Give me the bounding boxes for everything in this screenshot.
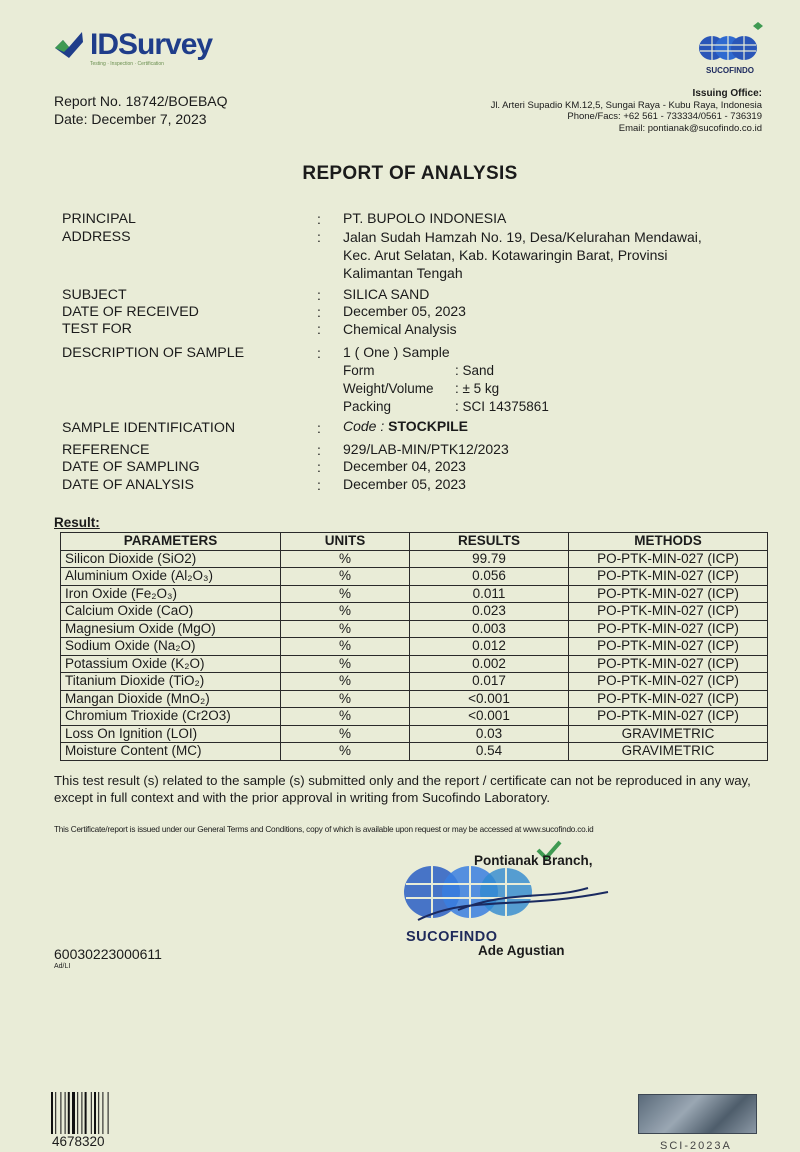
result-cell: <0.001 — [410, 708, 569, 726]
method-cell: GRAVIMETRIC — [569, 725, 768, 743]
colon: : — [317, 442, 321, 458]
parameter-cell: Potassium Oxide (K₂O) — [61, 655, 281, 673]
reference-label: REFERENCE — [62, 442, 150, 458]
checkmark-logo-icon — [52, 28, 86, 62]
report-header-left — [54, 92, 228, 128]
disclaimer-text: This test result (s) related to the sample (s) submitted only and the report / certificate can not be reproduced in any way, except in full context and with the prior approval in writing from Sucofindo Laboratory. — [54, 773, 751, 805]
security-hologram — [638, 1094, 757, 1134]
parameter-cell: Loss On Ignition (LOI) — [61, 725, 281, 743]
signer-name: Ade Agustian — [478, 943, 565, 958]
result-cell: 0.011 — [410, 585, 569, 603]
colon: : — [317, 420, 321, 436]
method-cell: PO-PTK-MIN-027 (ICP) — [569, 550, 768, 568]
table-row — [61, 690, 768, 708]
sample-identification-label: SAMPLE IDENTIFICATION — [62, 420, 236, 436]
code-value: STOCKPILE — [388, 418, 469, 434]
column-header: UNITS — [281, 533, 410, 551]
table-row — [61, 603, 768, 621]
weight-label: Weight/Volume — [343, 381, 434, 396]
principal-label: PRINCIPAL — [62, 211, 136, 227]
unit-cell: % — [281, 725, 410, 743]
reference-value: 929/LAB-MIN/PTK12/2023 — [343, 441, 509, 457]
colon: : — [317, 229, 321, 245]
report-date: Date: December 7, 2023 — [54, 111, 207, 127]
parameter-cell: Mangan Dioxide (MnO₂) — [61, 690, 281, 708]
sampling-label: DATE OF SAMPLING — [62, 459, 200, 475]
result-cell: 0.056 — [410, 568, 569, 586]
address-label: ADDRESS — [62, 229, 131, 245]
column-header: PARAMETERS — [61, 533, 281, 551]
packing-label: Packing — [343, 399, 392, 414]
packing-value: : SCI 14375861 — [455, 399, 549, 414]
table-header-row — [61, 533, 768, 551]
parameter-cell: Silicon Dioxide (SiO2) — [61, 550, 281, 568]
table-row — [61, 638, 768, 656]
address-line-3: Kalimantan Tengah — [343, 265, 463, 281]
globe-logo-icon — [694, 20, 766, 66]
method-cell: PO-PTK-MIN-027 (ICP) — [569, 673, 768, 691]
colon: : — [317, 304, 321, 320]
code-prefix: Code : — [343, 418, 389, 434]
result-cell: 0.003 — [410, 620, 569, 638]
result-cell: 0.017 — [410, 673, 569, 691]
address-line-1: Jalan Sudah Hamzah No. 19, Desa/Kelurahan Mendawai, — [343, 229, 702, 245]
colon: : — [317, 211, 321, 227]
sci-code: SCI-2023A — [660, 1140, 732, 1152]
document-number: 60030223000611 — [54, 946, 162, 962]
table-row — [61, 568, 768, 586]
principal-value: PT. BUPOLO INDONESIA — [343, 210, 507, 226]
sucofindo-wordmark: SUCOFINDO — [706, 66, 754, 75]
unit-cell: % — [281, 638, 410, 656]
unit-cell: % — [281, 550, 410, 568]
result-cell: <0.001 — [410, 690, 569, 708]
parameter-cell: Sodium Oxide (Na₂O) — [61, 638, 281, 656]
table-row — [61, 550, 768, 568]
test-for-label: TEST FOR — [62, 321, 132, 337]
results-table — [60, 532, 768, 761]
method-cell: PO-PTK-MIN-027 (ICP) — [569, 603, 768, 621]
table-row — [61, 673, 768, 691]
method-cell: PO-PTK-MIN-027 (ICP) — [569, 568, 768, 586]
unit-cell: % — [281, 690, 410, 708]
issuing-office — [491, 88, 762, 134]
colon: : — [317, 345, 321, 361]
parameter-cell: Calcium Oxide (CaO) — [61, 603, 281, 621]
idsurvey-logo — [52, 28, 213, 67]
colon: : — [317, 477, 321, 493]
colon: : — [317, 287, 321, 303]
analysis-date-label: DATE OF ANALYSIS — [62, 477, 194, 493]
terms-text: This Certificate/report is issued under our General Terms and Conditions, copy of which is available upon request or may be accessed at www.sucofindo.co.id — [54, 825, 594, 834]
signature-company: SUCOFINDO — [406, 929, 498, 945]
unit-cell: % — [281, 620, 410, 638]
table-row — [61, 708, 768, 726]
column-header: RESULTS — [410, 533, 569, 551]
received-label: DATE OF RECEIVED — [62, 304, 199, 320]
branch-name: Pontianak Branch, — [474, 853, 593, 868]
parameter-cell: Aluminium Oxide (Al₂O₃) — [61, 568, 281, 586]
received-value: December 05, 2023 — [343, 303, 466, 319]
result-cell: 0.54 — [410, 743, 569, 761]
colon: : — [317, 321, 321, 337]
result-cell: 0.012 — [410, 638, 569, 656]
document-title: REPORT OF ANALYSIS — [302, 163, 518, 184]
parameter-cell: Titanium Dioxide (TiO₂) — [61, 673, 281, 691]
table-row — [61, 655, 768, 673]
unit-cell: % — [281, 673, 410, 691]
description-value: 1 ( One ) Sample — [343, 344, 450, 360]
method-cell: PO-PTK-MIN-027 (ICP) — [569, 585, 768, 603]
parameter-cell: Iron Oxide (Fe₂O₃) — [61, 585, 281, 603]
analysis-date-value: December 05, 2023 — [343, 476, 466, 492]
unit-cell: % — [281, 568, 410, 586]
unit-cell: % — [281, 603, 410, 621]
column-header: METHODS — [569, 533, 768, 551]
unit-cell: % — [281, 585, 410, 603]
parameter-cell: Moisture Content (MC) — [61, 743, 281, 761]
form-label: Form — [343, 363, 375, 378]
test-for-value: Chemical Analysis — [343, 321, 457, 337]
method-cell: PO-PTK-MIN-027 (ICP) — [569, 655, 768, 673]
method-cell: PO-PTK-MIN-027 (ICP) — [569, 690, 768, 708]
issuing-title: Issuing Office: — [692, 88, 762, 99]
report-number: Report No. 18742/BOEBAQ — [54, 93, 228, 109]
method-cell: GRAVIMETRIC — [569, 743, 768, 761]
result-cell: 0.002 — [410, 655, 569, 673]
result-label: Result: — [54, 515, 100, 530]
subject-label: SUBJECT — [62, 287, 127, 303]
method-cell: PO-PTK-MIN-027 (ICP) — [569, 620, 768, 638]
barcode-icon — [50, 1092, 123, 1134]
issuing-email: Email: pontianak@sucofindo.co.id — [618, 122, 762, 134]
unit-cell: % — [281, 655, 410, 673]
unit-cell: % — [281, 743, 410, 761]
brand-name: IDSurvey — [90, 28, 213, 61]
subject-value: SILICA SAND — [343, 286, 430, 302]
initials: Ad/LI — [54, 963, 71, 970]
sucofindo-logo — [694, 20, 766, 76]
form-value: : Sand — [455, 363, 495, 378]
unit-cell: % — [281, 708, 410, 726]
issuing-phone: Phone/Facs: +62 561 - 733334/0561 - 736319 — [567, 111, 762, 122]
result-cell: 99.79 — [410, 550, 569, 568]
sample-identification-value — [343, 418, 763, 436]
method-cell: PO-PTK-MIN-027 (ICP) — [569, 708, 768, 726]
parameter-cell: Magnesium Oxide (MgO) — [61, 620, 281, 638]
address-line-2: Kec. Arut Selatan, Kab. Kotawaringin Barat, Provinsi — [343, 247, 668, 263]
method-cell: PO-PTK-MIN-027 (ICP) — [569, 638, 768, 656]
weight-value: : ± 5 kg — [455, 381, 500, 396]
result-cell: 0.023 — [410, 603, 569, 621]
result-cell: 0.03 — [410, 725, 569, 743]
table-row — [61, 743, 768, 761]
barcode-number: 4678320 — [52, 1134, 105, 1149]
colon: : — [317, 459, 321, 475]
table-row — [61, 725, 768, 743]
brand-tagline: Testing · Inspection · Certification — [90, 61, 164, 67]
sampling-value: December 04, 2023 — [343, 458, 466, 474]
table-body — [61, 550, 768, 760]
parameter-cell: Chromium Trioxide (Cr2O3) — [61, 708, 281, 726]
table-row — [61, 585, 768, 603]
description-label: DESCRIPTION OF SAMPLE — [62, 345, 245, 361]
issuing-address: Jl. Arteri Supadio KM.12,5, Sungai Raya - Kubu Raya, Indonesia — [490, 99, 762, 111]
table-row — [61, 620, 768, 638]
